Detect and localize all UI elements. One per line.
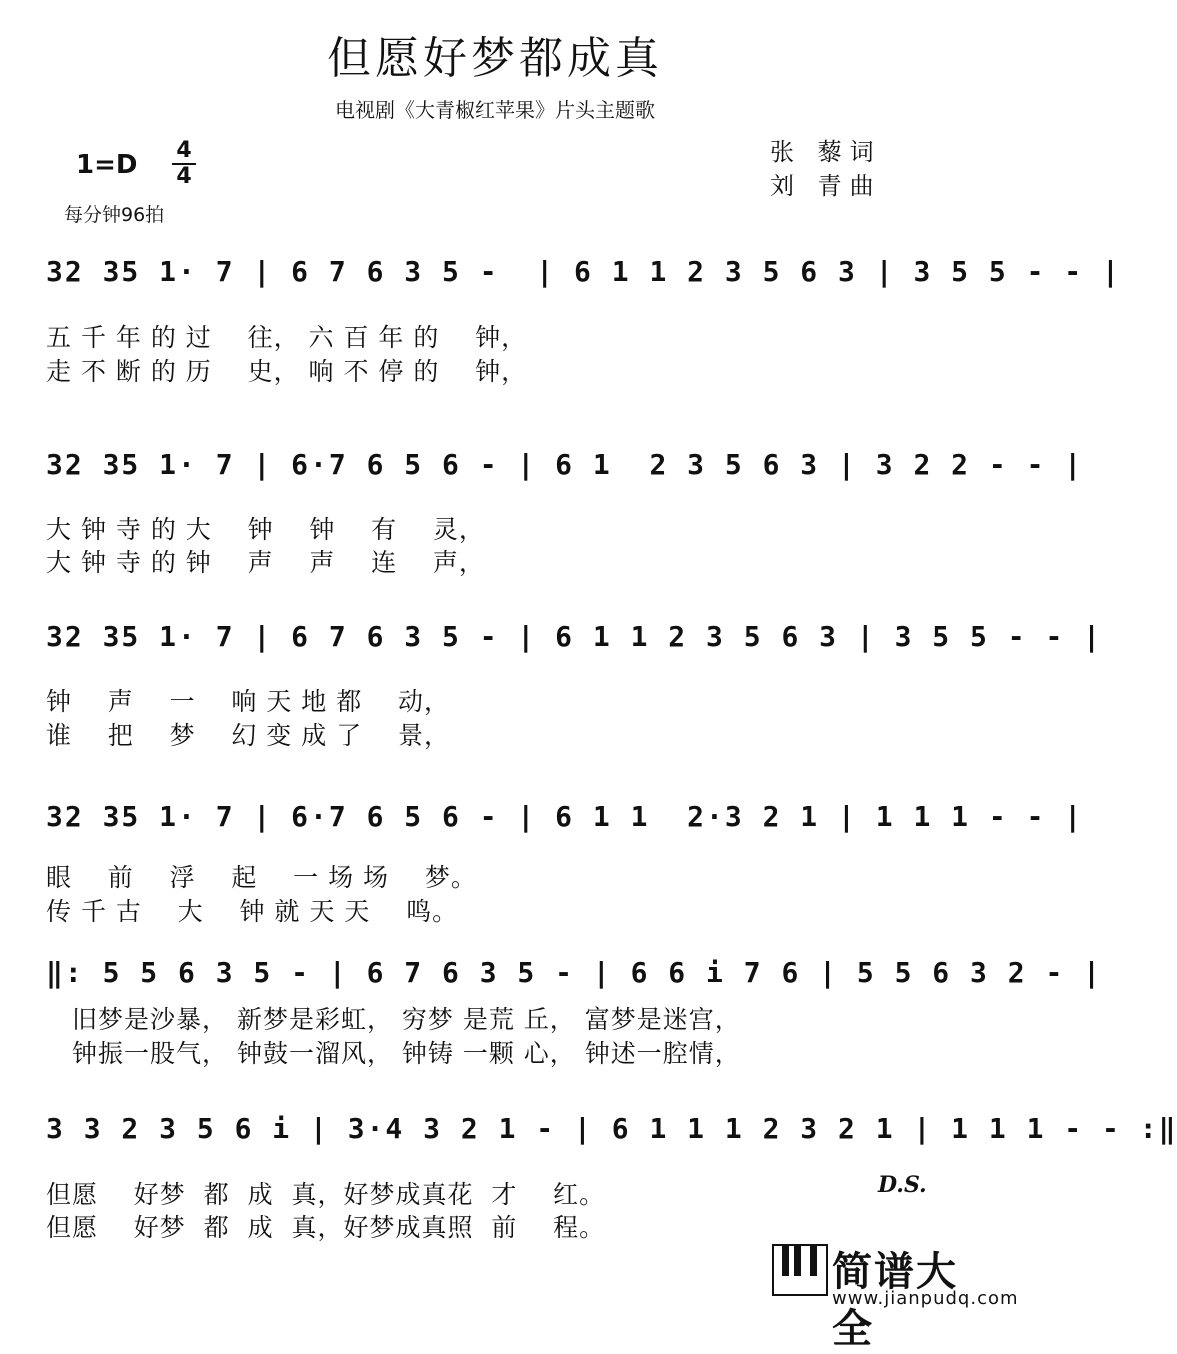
system-1-lyrics-verse-2: 走 不 断 的 历 史， 响 不 停 的 钟， (46, 357, 528, 386)
system-6-lyrics-verse-1: 但愿 好梦 都 成 真，好梦成真花 才 红。 (46, 1180, 606, 1209)
lyricist-credit: 张 藜词 (770, 138, 882, 166)
piano-keys-icon (772, 1244, 828, 1296)
piano-black-key (810, 1246, 817, 1276)
time-sig-bottom: 4 (176, 164, 192, 189)
system-1-notes: 32 35 1· 7 | 6 7 6 3 5 - | 6 1 1 2 3 5 6 3 | 3 5 5 - - | (46, 255, 1121, 288)
system-4-lyrics-verse-2: 传 千 古 大 钟 就 天 天 鸣。 (46, 897, 459, 926)
system-3-notes: 32 35 1· 7 | 6 7 6 3 5 - | 6 1 1 2 3 5 6 3 | 3 5 5 - - | (46, 620, 1103, 653)
time-sig-top: 4 (176, 138, 192, 163)
piano-black-key (782, 1246, 789, 1276)
system-4-notes: 32 35 1· 7 | 6·7 6 5 6 - | 6 1 1 2·3 2 1 | 1 1 1 - - | (46, 800, 1084, 833)
system-3-lyrics-verse-2: 谁 把 梦 幻 变 成 了 景， (46, 721, 450, 750)
dal-segno-mark: D.S. (878, 1172, 927, 1198)
tempo-marking: 每分钟96拍 (64, 204, 165, 226)
site-logo (772, 1240, 1019, 1352)
system-5-lyrics-verse-2: 钟振一股气， 钟鼓一溜风， 钟铸 一颗 心， 钟述一腔情， (72, 1039, 741, 1068)
system-2-notes: 32 35 1· 7 | 6·7 6 5 6 - | 6 1 2 3 5 6 3 | 3 2 2 - - | (46, 448, 1084, 481)
system-6-lyrics-verse-2: 但愿 好梦 都 成 真，好梦成真照 前 程。 (46, 1213, 606, 1242)
time-signature (172, 140, 196, 188)
key-signature: 1=D (76, 150, 138, 180)
piano-black-key (794, 1246, 801, 1276)
logo-url: www.jianpudq.com (832, 1288, 1019, 1309)
logo-name: 简谱大全 (832, 1249, 958, 1352)
system-5-lyrics-verse-1: 旧梦是沙暴， 新梦是彩虹， 穷梦 是荒 丘， 富梦是迷宫， (72, 1005, 741, 1034)
song-subtitle: 电视剧《大青椒红苹果》片头主题歌 (335, 98, 655, 122)
system-5-notes: ‖: 5 5 6 3 5 - | 6 7 6 3 5 - | 6 6 i 7 6 | 5 5 6 3 2 - | (46, 956, 1103, 989)
system-2-lyrics-verse-2: 大 钟 寺 的 钟 声 声 连 声， (46, 548, 485, 577)
system-3-lyrics-verse-1: 钟 声 一 响 天 地 都 动， (46, 687, 450, 716)
system-2-lyrics-verse-1: 大 钟 寺 的 大 钟 钟 有 灵， (46, 515, 485, 544)
composer-credit: 刘 青曲 (770, 172, 882, 200)
system-6-notes: 3 3 2 3 5 6 i | 3·4 3 2 1 - | 6 1 1 1 2 3 2 1 | 1 1 1 - - :‖ (46, 1112, 1177, 1145)
system-4-lyrics-verse-1: 眼 前 浮 起 一 场 场 梦。 (46, 863, 477, 892)
system-1-lyrics-verse-1: 五 千 年 的 过 往， 六 百 年 的 钟， (46, 323, 528, 352)
song-title: 但愿好梦都成真 (327, 33, 663, 84)
